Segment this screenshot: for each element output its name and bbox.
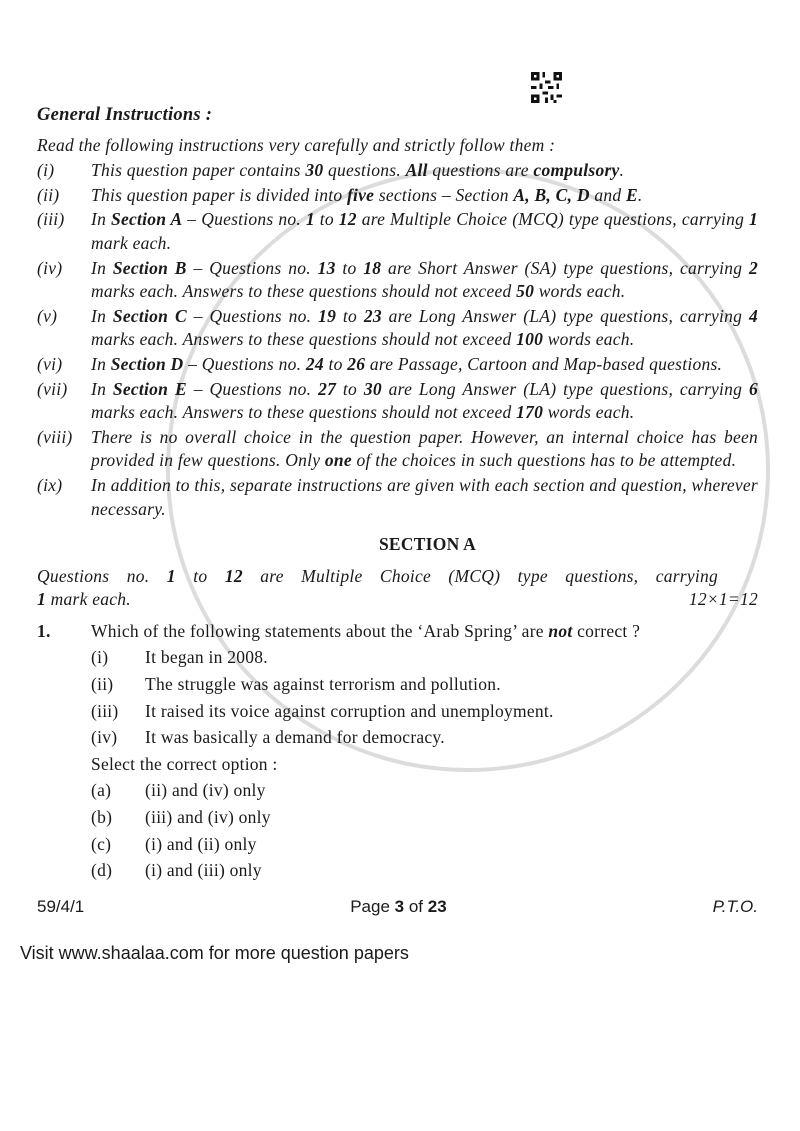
text-segment: There is no overall choice in the question paper. However, an internal choice has been provided in few questions. Only <box>91 426 758 471</box>
page-current: 3 <box>394 896 405 916</box>
instructions-intro: Read the following instructions very carefully and strictly follow them : <box>37 134 556 155</box>
statement: It raised its voice against corruption and unemployment. <box>145 700 554 721</box>
instruction-number: (ix) <box>37 474 63 495</box>
text-segment: are Short Answer (SA) type questions, carrying <box>381 257 750 278</box>
text-segment: are Long Answer (LA) type questions, carrying <box>381 378 749 399</box>
option-label: (b) <box>91 807 113 828</box>
text-segment: Section D <box>110 353 184 374</box>
page-footer <box>37 895 758 919</box>
question-text <box>91 620 758 644</box>
instruction-text <box>91 257 758 304</box>
text-segment: and <box>589 184 626 205</box>
instruction-number: (iii) <box>37 209 65 230</box>
text-segment: five <box>346 184 375 205</box>
instruction-item <box>37 184 758 208</box>
text-segment: This question paper contains <box>91 160 306 181</box>
text-segment: In <box>91 209 111 230</box>
section-a-marks: 12×1=12 <box>688 589 758 610</box>
statement-label: (iv) <box>91 727 118 748</box>
text-segment: . <box>619 160 625 181</box>
section-a-heading: SECTION A <box>378 534 477 555</box>
text-segment: are Multiple Choice (MCQ) type questions, carrying <box>356 209 749 230</box>
text-segment: – Questions no. <box>186 257 318 278</box>
text-segment: 26 <box>347 353 366 374</box>
page-prefix: Page <box>350 896 395 916</box>
instruction-number: (iv) <box>37 257 63 278</box>
instruction-item <box>37 305 758 352</box>
question-text-c: correct ? <box>572 620 641 641</box>
option[interactable]: (iii) and (iv) only <box>145 807 271 828</box>
text-segment: 1 <box>37 589 46 610</box>
text-segment: to <box>323 353 348 374</box>
text-segment: In <box>91 305 113 326</box>
instruction-text <box>91 378 758 425</box>
instruction-text <box>91 208 758 255</box>
statement: It was basically a demand for democracy. <box>145 727 445 748</box>
text-segment: 30 <box>363 378 382 399</box>
instruction-number: (i) <box>37 160 55 181</box>
instruction-number: (vii) <box>37 378 68 399</box>
text-segment: questions. <box>323 160 406 181</box>
pto-label: P.T.O. <box>712 896 758 916</box>
text-segment: to <box>335 257 364 278</box>
text-segment: marks each. Answers to these questions should not exceed <box>91 281 517 302</box>
text-segment: words each. <box>543 402 635 423</box>
section-a-intro-line2 <box>37 588 131 612</box>
text-segment: Section C <box>112 305 187 326</box>
instruction-item <box>37 378 758 425</box>
instruction-item <box>37 257 758 304</box>
instruction-number: (vi) <box>37 353 63 374</box>
text-segment: Section B <box>112 257 187 278</box>
option-row <box>91 779 758 803</box>
text-segment: 19 <box>318 305 337 326</box>
text-segment: are Multiple Choice (MCQ) type questions, carrying <box>242 565 718 586</box>
text-segment: to <box>175 565 225 586</box>
text-segment: – Questions no. <box>186 378 319 399</box>
statement-row <box>91 700 758 724</box>
visit-link[interactable]: Visit www.shaalaa.com for more question papers <box>20 943 409 964</box>
statement-row <box>91 646 758 670</box>
question-1 <box>37 620 758 644</box>
text-segment: Section A <box>110 209 183 230</box>
text-segment: – Questions no. <box>183 353 306 374</box>
instruction-item <box>37 208 758 255</box>
text-segment: marks each. Answers to these questions should not exceed <box>91 402 517 423</box>
text-segment: – Questions no. <box>186 305 319 326</box>
option[interactable]: (i) and (iii) only <box>145 860 262 881</box>
text-segment: mark each. <box>91 232 172 253</box>
text-segment: 30 <box>305 160 324 181</box>
text-segment: 12 <box>338 209 357 230</box>
text-segment: 1 <box>749 209 758 230</box>
instruction-item <box>37 353 758 377</box>
text-segment: In <box>91 257 113 278</box>
text-segment: 24 <box>305 353 324 374</box>
text-segment: 12 <box>224 565 243 586</box>
option-row <box>91 806 758 830</box>
text-segment: Questions no. <box>37 565 167 586</box>
option-label: (c) <box>91 833 112 854</box>
text-segment: mark each. <box>46 589 131 610</box>
select-prompt: Select the correct option : <box>91 753 278 774</box>
text-segment: words each. <box>534 281 626 302</box>
statement-row <box>91 673 758 697</box>
text-segment: – Questions no. <box>182 209 306 230</box>
text-segment: 6 <box>749 378 758 399</box>
text-segment: 2 <box>749 257 759 278</box>
instruction-text <box>91 184 758 208</box>
text-segment: are Passage, Cartoon and Map-based questions. <box>365 353 723 374</box>
text-segment: 170 <box>516 402 544 423</box>
text-segment: 4 <box>749 305 758 326</box>
section-a-intro-row2 <box>37 588 758 612</box>
option[interactable]: (i) and (ii) only <box>145 833 257 854</box>
statement-label: (i) <box>91 647 109 668</box>
instruction-number: (viii) <box>37 426 73 447</box>
question-number: 1. <box>37 620 51 641</box>
question-1-items <box>91 646 758 882</box>
text-segment: 100 <box>516 329 544 350</box>
instructions-list <box>37 159 758 521</box>
question-text-not: not <box>548 620 573 641</box>
instruction-number: (v) <box>37 305 58 326</box>
instruction-text <box>91 353 758 377</box>
statement-label: (ii) <box>91 674 114 695</box>
page-of: of <box>404 896 428 916</box>
text-segment: 50 <box>516 281 535 302</box>
option-label: (d) <box>91 860 113 881</box>
general-instructions-title: General Instructions : <box>37 105 213 125</box>
text-segment: words each. <box>543 329 635 350</box>
option-row <box>91 833 758 857</box>
option[interactable]: (ii) and (iv) only <box>145 780 266 801</box>
text-segment: In <box>91 378 113 399</box>
text-segment: are Long Answer (LA) type questions, carrying <box>381 305 749 326</box>
text-segment: A, B, C, D <box>513 184 590 205</box>
section-a-intro <box>37 565 718 589</box>
text-segment: All <box>405 160 428 181</box>
text-segment: sections – Section <box>374 184 514 205</box>
text-segment: questions are <box>427 160 534 181</box>
text-segment: In <box>91 353 111 374</box>
instruction-text <box>91 474 758 521</box>
text-segment: This question paper is divided into <box>91 184 347 205</box>
text-segment: 1 <box>166 565 176 586</box>
statement-row <box>91 726 758 750</box>
option-row <box>91 859 758 883</box>
statement: The struggle was against terrorism and pollution. <box>145 674 501 695</box>
instruction-number: (ii) <box>37 184 60 205</box>
instruction-text <box>91 305 758 352</box>
text-segment: to <box>336 305 364 326</box>
instruction-text <box>91 159 758 183</box>
instruction-item <box>37 426 758 473</box>
text-segment: Section E <box>112 378 187 399</box>
text-segment: one <box>324 450 352 471</box>
text-segment: 18 <box>363 257 382 278</box>
text-segment: . <box>637 184 643 205</box>
option-label: (a) <box>91 780 112 801</box>
text-segment: 23 <box>363 305 382 326</box>
text-segment: 27 <box>318 378 337 399</box>
text-segment: to <box>314 209 339 230</box>
text-segment: In addition to this, separate instructions are given with each section and question, wherever necessary. <box>91 474 758 519</box>
text-segment: compulsory <box>533 160 620 181</box>
statement-label: (iii) <box>91 700 119 721</box>
text-segment: of the choices in such questions has to be attempted. <box>351 450 737 471</box>
text-segment: 13 <box>317 257 336 278</box>
statement: It began in 2008. <box>145 647 268 668</box>
instruction-item <box>37 474 758 521</box>
page-number <box>350 895 446 919</box>
text-segment: marks each. Answers to these questions should not exceed <box>91 329 517 350</box>
text-segment: 1 <box>305 209 315 230</box>
instruction-item <box>37 159 758 183</box>
text-segment: to <box>336 378 364 399</box>
page-total: 23 <box>427 896 447 916</box>
text-segment: E <box>625 184 638 205</box>
paper-code: 59/4/1 <box>37 896 85 916</box>
question-text-a: Which of the following statements about the ‘Arab Spring’ are <box>91 620 549 641</box>
instruction-text <box>91 426 758 473</box>
